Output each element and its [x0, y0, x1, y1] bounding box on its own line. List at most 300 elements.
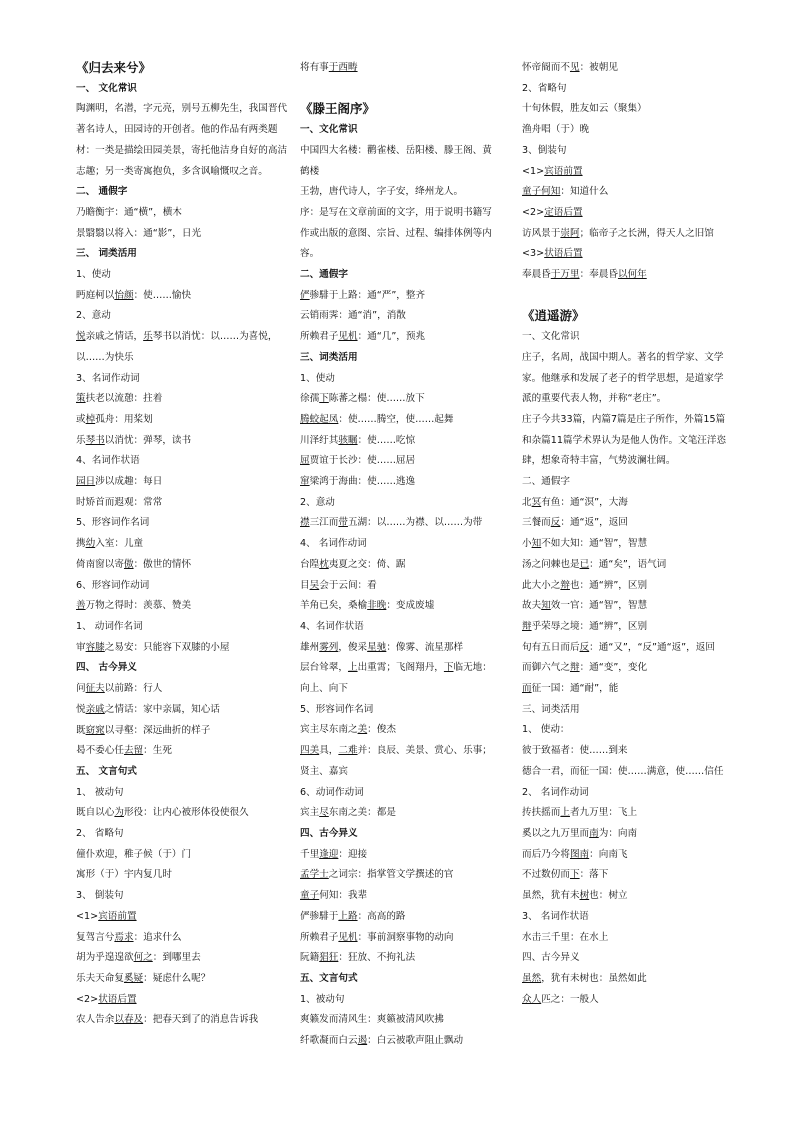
text-segment: 怀帝阍而不 — [522, 62, 570, 73]
text-line — [522, 886, 728, 907]
text-line — [76, 700, 288, 721]
text-line — [76, 1010, 288, 1031]
text-segment: 小 — [522, 538, 532, 550]
text-segment: ；临帝子之长洲，得天人之旧馆 — [579, 227, 714, 239]
underlined-term: 南 — [589, 828, 599, 839]
text-segment: <1> — [522, 165, 545, 177]
text-line: 四、古今异义 — [522, 952, 580, 964]
underlined-term: 吴 — [309, 579, 320, 591]
text-line: 1、使动 — [76, 269, 111, 281]
text-line — [76, 928, 288, 949]
text-segment: 千里 — [300, 848, 320, 860]
text-segment: 涉以成趣：每日 — [95, 476, 163, 488]
text-line — [76, 596, 288, 617]
text-line: 4、名词作状语 — [300, 620, 364, 632]
text-segment: 形役：让内心被形体役使很久 — [123, 807, 249, 819]
text-segment: ：生死 — [143, 745, 172, 757]
underlined-term: 亲戚 — [85, 703, 105, 715]
text-segment: 何知：我辈 — [319, 890, 368, 902]
text-segment: 川泽纡其 — [300, 434, 339, 446]
text-segment: 出重霄；飞阁翔丹， — [357, 662, 444, 674]
text-line — [300, 389, 500, 410]
text-line: 景翳翳以将入：通“影”，日光 — [76, 227, 202, 239]
underlined-term: 容膝 — [85, 641, 105, 653]
text-line — [76, 534, 288, 555]
text-line — [76, 969, 288, 990]
text-segment: 层台耸翠， — [300, 662, 348, 674]
text-segment: ：通“矣”，语气词 — [589, 558, 667, 570]
text-line — [522, 203, 728, 224]
text-line: 2、省略句 — [522, 82, 567, 94]
text-line — [76, 555, 288, 576]
text-line — [76, 431, 288, 452]
text-line: 1、被动句 — [300, 993, 345, 1005]
text-segment: 旬有五日而后 — [522, 641, 580, 653]
spacer — [300, 79, 500, 100]
section-heading: 四、古今异义 — [300, 828, 358, 839]
paragraph: 序：是写在文章前面的文字，用于说明书籍写作或出版的意图、宗旨、过程、编排体例等内容。 — [300, 206, 492, 260]
text-line: 1、使动 — [300, 372, 335, 384]
text-segment: <2> — [522, 206, 545, 218]
underlined-term: 逢迎 — [319, 848, 339, 860]
underlined-term: 四美 — [300, 745, 320, 757]
text-line — [76, 638, 288, 659]
text-segment: ：通“返”，返回 — [560, 517, 628, 529]
text-segment: 所赖君子 — [300, 931, 339, 943]
underlined-term: 带 — [338, 517, 348, 529]
text-segment: 奚以之九万里而 — [522, 828, 590, 839]
text-line — [522, 865, 728, 886]
underlined-term: 宾语前置 — [98, 910, 137, 922]
text-segment: 并：良辰、美景、赏心、乐事；贤主、嘉宾 — [300, 745, 492, 777]
text-segment: 将有事 — [300, 62, 329, 73]
text-line: 6、动词作动词 — [300, 786, 364, 798]
text-segment: ：被朝见 — [579, 62, 618, 73]
text-segment: ：疑虑什么呢？ — [143, 972, 211, 984]
text-segment: 入室：儿童 — [95, 538, 144, 550]
text-line — [300, 596, 500, 617]
underlined-term: 尽 — [319, 807, 329, 819]
text-line — [300, 327, 500, 348]
underlined-term: 傲 — [123, 558, 134, 570]
section-heading: 五、文言句式 — [300, 972, 358, 984]
text-segment: ：俊杰 — [367, 724, 396, 736]
underlined-term: 策 — [76, 393, 86, 405]
underlined-term: 俨 — [300, 289, 310, 301]
text-segment: ：落下 — [579, 869, 609, 881]
text-line — [76, 679, 288, 700]
text-segment: 时矫首而遐观：常常 — [76, 496, 163, 508]
text-segment: 胡为乎遑遑欲 — [76, 952, 134, 964]
section-heading: 四、 古今异义 — [76, 662, 137, 674]
text-line — [76, 741, 288, 762]
underlined-term: 为 — [114, 807, 124, 819]
text-segment: 三江而 — [309, 517, 339, 529]
underlined-term: 知 — [531, 538, 542, 550]
text-segment: ：使……腾空，使……起舞 — [338, 413, 454, 425]
text-segment: 徐孺 — [300, 393, 320, 405]
underlined-term: 下 — [443, 662, 454, 674]
text-segment: 阮籍 — [300, 952, 320, 964]
text-segment: 扶老以流憩：拄着 — [85, 393, 163, 405]
underlined-term: 星驰 — [367, 641, 387, 653]
text-segment: 乎荣辱之境：通“辨”，区别 — [531, 620, 648, 632]
text-line — [522, 638, 728, 659]
text-segment: ：使……愉快 — [133, 289, 192, 301]
underlined-term: 反 — [550, 517, 561, 529]
underlined-term: 崇阿 — [560, 227, 580, 239]
text-segment: 问 — [76, 683, 86, 695]
text-segment: 复驾言兮 — [76, 931, 115, 943]
text-line: 2、 名词作动词 — [522, 786, 589, 798]
text-segment: ：傲世的情怀 — [133, 558, 192, 570]
underlined-term: 宾语前置 — [544, 165, 583, 177]
text-segment: ：使……吃惊 — [357, 434, 416, 446]
text-segment: 乐夫天命复 — [76, 972, 124, 984]
underlined-term: 下 — [319, 393, 329, 405]
text-segment: 抟扶摇而 — [522, 807, 561, 819]
text-segment: 而御六气之 — [522, 662, 570, 674]
text-segment: 或 — [76, 413, 86, 425]
text-line — [300, 431, 500, 452]
spacer — [522, 286, 728, 307]
text-line — [300, 803, 500, 824]
column-right — [522, 58, 728, 1010]
underlined-term: 孟学士 — [300, 869, 329, 881]
text-segment: 曷不委心任 — [76, 745, 124, 757]
text-line — [300, 513, 500, 534]
text-line — [522, 658, 728, 679]
section-heading: 一、 文化常识 — [76, 82, 137, 94]
text-segment: ：事前洞察事物的动向 — [357, 931, 454, 943]
text-segment: 访风景于 — [522, 227, 561, 239]
section-heading: 三、 词类活用 — [76, 248, 137, 260]
text-segment: 乐 — [76, 434, 86, 446]
text-line: 6、形容词作动词 — [76, 579, 150, 591]
text-segment: 会于云间：看 — [319, 579, 377, 591]
underlined-term: 定语后置 — [544, 206, 583, 218]
text-line — [76, 410, 288, 431]
text-line: 1、 动词作名词 — [76, 620, 143, 632]
text-segment: 以消忧：弹琴，读书 — [104, 434, 192, 446]
text-segment: 为：向南 — [598, 828, 638, 839]
text-segment: 故夫 — [522, 600, 542, 612]
underlined-term: 去留 — [123, 745, 144, 757]
text-segment: ：把春天到了的消息告诉我 — [143, 1014, 259, 1026]
text-line — [300, 1010, 500, 1031]
text-line — [76, 327, 288, 368]
text-line: 3、 倒装句 — [76, 890, 124, 902]
text-segment: 虽然，犹有未 — [522, 890, 580, 902]
underlined-term: 何之 — [133, 952, 153, 964]
underlined-term: 童子 — [300, 890, 320, 902]
underlined-term: 虽然 — [522, 972, 542, 984]
text-segment: 五湖：以……为襟、以……为带 — [347, 517, 483, 529]
text-segment: ：知道什么 — [560, 186, 609, 198]
text-segment: 水击三千里：在水上 — [522, 931, 609, 943]
underlined-term: 众人 — [522, 993, 542, 1005]
text-segment: 夷夏之交：倚、踞 — [328, 558, 406, 570]
text-line — [300, 576, 500, 597]
underlined-term: 下 — [569, 869, 580, 881]
text-line: 三、词类活用 — [522, 703, 580, 715]
text-segment: ：白云被歌声阻止飘动 — [367, 1035, 464, 1047]
text-segment: 以寻壑：深远曲折的样子 — [104, 724, 211, 736]
text-segment: 陈蕃之榻：使……放下 — [328, 393, 425, 405]
underlined-term: 骇瞩 — [338, 434, 358, 446]
underlined-term: 怡颜 — [114, 289, 134, 301]
underlined-term: 辩 — [522, 620, 532, 632]
text-segment: ：迎接 — [338, 848, 368, 860]
text-line — [300, 306, 500, 327]
column-left — [76, 58, 288, 1031]
underlined-term: 征夫 — [85, 683, 105, 695]
text-line — [300, 638, 500, 659]
text-segment: 有鱼：通“溟”，大海 — [541, 496, 628, 508]
text-segment: 以前路：行人 — [104, 683, 163, 695]
text-segment: 万物之得时：羡慕、赞美 — [85, 600, 192, 612]
text-line: 渔舟唱（于）晚 — [522, 124, 590, 136]
underlined-term: 腾蛟起凤 — [300, 413, 339, 425]
text-line: 王勃，唐代诗人，字子安，绛州龙人。 — [300, 186, 464, 198]
text-segment: 东南之美：都是 — [328, 807, 396, 819]
underlined-term: 窜 — [300, 476, 310, 488]
text-line: 4、 名词作动词 — [300, 538, 367, 550]
text-line: 2、 省略句 — [76, 828, 124, 840]
text-line — [300, 741, 500, 782]
text-segment: 汤之问棘也是 — [522, 558, 580, 570]
text-segment: ：向南飞 — [589, 848, 628, 860]
text-line — [300, 886, 500, 907]
text-segment: 骖騑于上路：通“严”，整齐 — [309, 289, 426, 301]
text-segment: ：变成废墟 — [386, 600, 435, 612]
text-line: 3、倒装句 — [522, 144, 567, 156]
text-line — [522, 617, 728, 638]
text-line — [300, 928, 500, 949]
underlined-term: 冥 — [531, 496, 542, 508]
text-line — [300, 472, 500, 493]
text-segment: 爽籁发而清风生：爽籁被清风吹拂 — [300, 1014, 444, 1026]
text-line: 4、名词作状语 — [76, 455, 140, 467]
section-heading: 五、 文言句式 — [76, 765, 137, 777]
text-line — [300, 58, 500, 79]
text-line — [300, 410, 500, 431]
text-segment: 梁鸿于海曲：使……逃逸 — [309, 476, 416, 488]
text-segment: ：高高的路 — [357, 910, 406, 922]
text-line — [522, 182, 728, 203]
text-segment: 而后乃今将 — [522, 848, 570, 860]
paragraph: 中国四大名楼：鹳雀楼、岳阳楼、滕王阁、黄鹤楼 — [300, 144, 492, 177]
underlined-term: 而 — [522, 683, 532, 695]
text-line — [76, 389, 288, 410]
text-segment: ，犹有未树也：虽然如此 — [541, 972, 647, 984]
text-segment: 此大小之 — [522, 579, 561, 591]
underlined-term: 窈窕 — [85, 724, 105, 736]
text-line: 5、形容词作名词 — [76, 517, 150, 529]
text-segment: 雄州 — [300, 641, 320, 653]
paragraph: 庄子今共33篇，内篇7篇是庄子所作，外篇15篇和杂篇11篇学术界认为是他人伪作。文笔汪洋恣肆，想象奇特丰富，气势波澜壮阔。 — [522, 413, 727, 467]
text-segment: 效一官：通“智”，智慧 — [550, 600, 648, 612]
underlined-term: 猖狂 — [319, 952, 339, 964]
section-heading: 一、文化常识 — [300, 124, 358, 136]
underlined-term: 于万里 — [550, 269, 580, 281]
text-segment: ：像雾、流星那样 — [386, 641, 464, 653]
text-segment: 台隍 — [300, 558, 320, 570]
underlined-term: 见机 — [338, 931, 358, 943]
underlined-term: 见 — [569, 62, 580, 73]
text-segment: 也：通“辨”，区别 — [569, 579, 648, 591]
text-line — [522, 162, 728, 183]
text-line — [522, 845, 728, 866]
underlined-term: 辩 — [560, 579, 570, 591]
text-segment: 三餐而 — [522, 517, 551, 529]
text-line — [76, 907, 288, 928]
text-line — [76, 948, 288, 969]
underlined-term: 奚疑 — [123, 972, 144, 984]
underlined-term: 幼 — [85, 538, 96, 550]
text-line — [522, 513, 728, 534]
text-line — [300, 286, 500, 307]
text-line — [76, 721, 288, 742]
text-line — [76, 286, 288, 307]
underlined-term: 上 — [347, 662, 358, 674]
text-line — [522, 596, 728, 617]
text-segment: 所赖君子 — [300, 331, 339, 343]
text-line — [76, 493, 288, 514]
text-segment: 倚南窗以寄 — [76, 558, 124, 570]
text-segment: <1> — [76, 910, 99, 922]
underlined-term: 棹 — [85, 413, 96, 425]
underlined-term: 以何年 — [617, 269, 647, 281]
text-segment: 琴书以消忧：以……为喜悦，以……为快乐 — [76, 331, 278, 363]
text-segment: ：追求什么 — [133, 931, 182, 943]
text-segment: 宾主 — [300, 807, 320, 819]
text-line — [522, 224, 728, 245]
underlined-term: 园日 — [76, 476, 96, 488]
text-line: 3、 名词作状语 — [522, 910, 589, 922]
text-segment: 之词宗：指掌管文学撰述的官 — [328, 869, 454, 881]
text-line — [300, 555, 500, 576]
text-segment: ：奉晨昏 — [579, 269, 618, 281]
text-line — [522, 244, 728, 265]
text-segment: 纤歌凝而白云 — [300, 1035, 358, 1047]
text-line: 3、名词作动词 — [76, 372, 140, 384]
text-line — [300, 865, 500, 886]
text-line — [300, 451, 500, 472]
text-segment: ：通“变”，变化 — [579, 662, 648, 674]
text-segment: 彼于致福者：使……到来 — [522, 745, 628, 757]
text-line: 5、形容词作名词 — [300, 703, 374, 715]
text-line — [522, 679, 728, 700]
text-line: 僮仆欢迎，稚子候（于）门 — [76, 848, 192, 860]
text-line: 乃瞻衡宇：通“横”，横木 — [76, 206, 182, 218]
text-line — [300, 720, 500, 741]
underlined-term: 非晚 — [367, 600, 387, 612]
underlined-term: 二难 — [338, 745, 358, 757]
text-segment: 之易安：只能容下双膝的小屋 — [104, 641, 230, 653]
text-line — [522, 969, 728, 990]
underlined-term: 树 — [579, 890, 590, 902]
text-segment: 之情话：家中亲属，知心话 — [104, 703, 220, 715]
text-line — [522, 928, 728, 949]
text-segment: 不过数仞而 — [522, 869, 570, 881]
text-segment: ：通“又”，“反”通“返”，返回 — [589, 641, 715, 653]
text-segment: 悦 — [76, 703, 86, 715]
paragraph: 陶渊明，名潜，字元亮，别号五柳先生，我国晋代著名诗人，田园诗的开创者。他的作品有两类题材：一类是描绘田园美景，寄托他洁身自好的高洁志趣；另一类寄寓抱负，多含讽喻慨叹之音。 — [76, 103, 288, 177]
text-segment: 也：树立 — [589, 890, 628, 902]
text-segment: 征一国：通“耐”，能 — [531, 683, 619, 695]
text-line — [522, 493, 728, 514]
text-segment: 羊角已矣，桑榆 — [300, 600, 368, 612]
underlined-term: 于西畴 — [328, 62, 358, 73]
underlined-term: 图南 — [569, 848, 590, 860]
underlined-term: 辩 — [569, 662, 580, 674]
text-line — [522, 762, 728, 783]
text-line — [300, 948, 500, 969]
text-line — [522, 741, 728, 762]
text-segment: 眄庭柯以 — [76, 289, 115, 301]
underlined-term: 遏 — [357, 1035, 368, 1047]
text-segment: 德合一君，而征一国：使……满意，使……信任 — [522, 765, 724, 777]
underlined-term: 焉求 — [114, 931, 134, 943]
text-segment: 者九万里：飞上 — [569, 807, 638, 819]
underlined-term: 雾列 — [319, 641, 339, 653]
section-title: 《逍遥游》 — [522, 308, 585, 324]
underlined-term: 已 — [579, 558, 590, 570]
column-middle — [300, 58, 500, 1052]
underlined-term: 美 — [357, 724, 368, 736]
text-line — [300, 845, 500, 866]
text-segment: <3> — [522, 248, 545, 260]
text-segment: 审 — [76, 641, 86, 653]
section-title: 《归去来兮》 — [76, 60, 152, 75]
text-line — [522, 576, 728, 597]
underlined-term: 上 — [560, 807, 570, 819]
text-line — [522, 990, 728, 1011]
section-heading: 二、 通假字 — [76, 186, 128, 198]
text-segment: 具， — [319, 745, 339, 757]
underlined-term: 知 — [541, 600, 551, 612]
underlined-term: 状语后置 — [544, 248, 583, 260]
text-segment: 农人告余 — [76, 1014, 115, 1026]
text-line — [300, 658, 500, 699]
text-segment: 既自以心 — [76, 807, 115, 819]
paragraph: 庄子，名周，战国中期人。著名的哲学家、文学家。他继承和发展了老子的哲学思想，是道家学派的重要代表人物，并称“老庄”。 — [522, 351, 724, 405]
underlined-term: 状语后置 — [98, 993, 137, 1005]
underlined-term: 善 — [76, 600, 86, 612]
underlined-term: 上路 — [338, 910, 358, 922]
text-segment: ：狂放、不拘礼法 — [338, 952, 416, 964]
section-title: 《滕王阁序》 — [300, 101, 376, 117]
text-line: 二、通假字 — [522, 476, 570, 488]
underlined-term: 悦 — [76, 331, 86, 343]
text-segment: 俨骖騑于 — [300, 910, 339, 922]
text-line — [522, 265, 728, 286]
underlined-term: 屈 — [300, 455, 310, 467]
underlined-term: 反 — [579, 641, 590, 653]
text-line: 2、意动 — [76, 310, 111, 322]
underlined-term: 以春及 — [114, 1014, 144, 1026]
text-line: 寓形（于）宇内复几时 — [76, 869, 172, 881]
text-segment: 目 — [300, 579, 310, 591]
text-line — [300, 1031, 500, 1052]
text-segment: 贾谊于长沙：使……屈居 — [309, 455, 416, 467]
text-segment: 临无地：向上、向下 — [300, 662, 492, 695]
text-line — [76, 990, 288, 1011]
text-segment: 北 — [522, 496, 532, 508]
text-segment: 既 — [76, 724, 86, 736]
text-line: 2、意动 — [300, 496, 335, 508]
